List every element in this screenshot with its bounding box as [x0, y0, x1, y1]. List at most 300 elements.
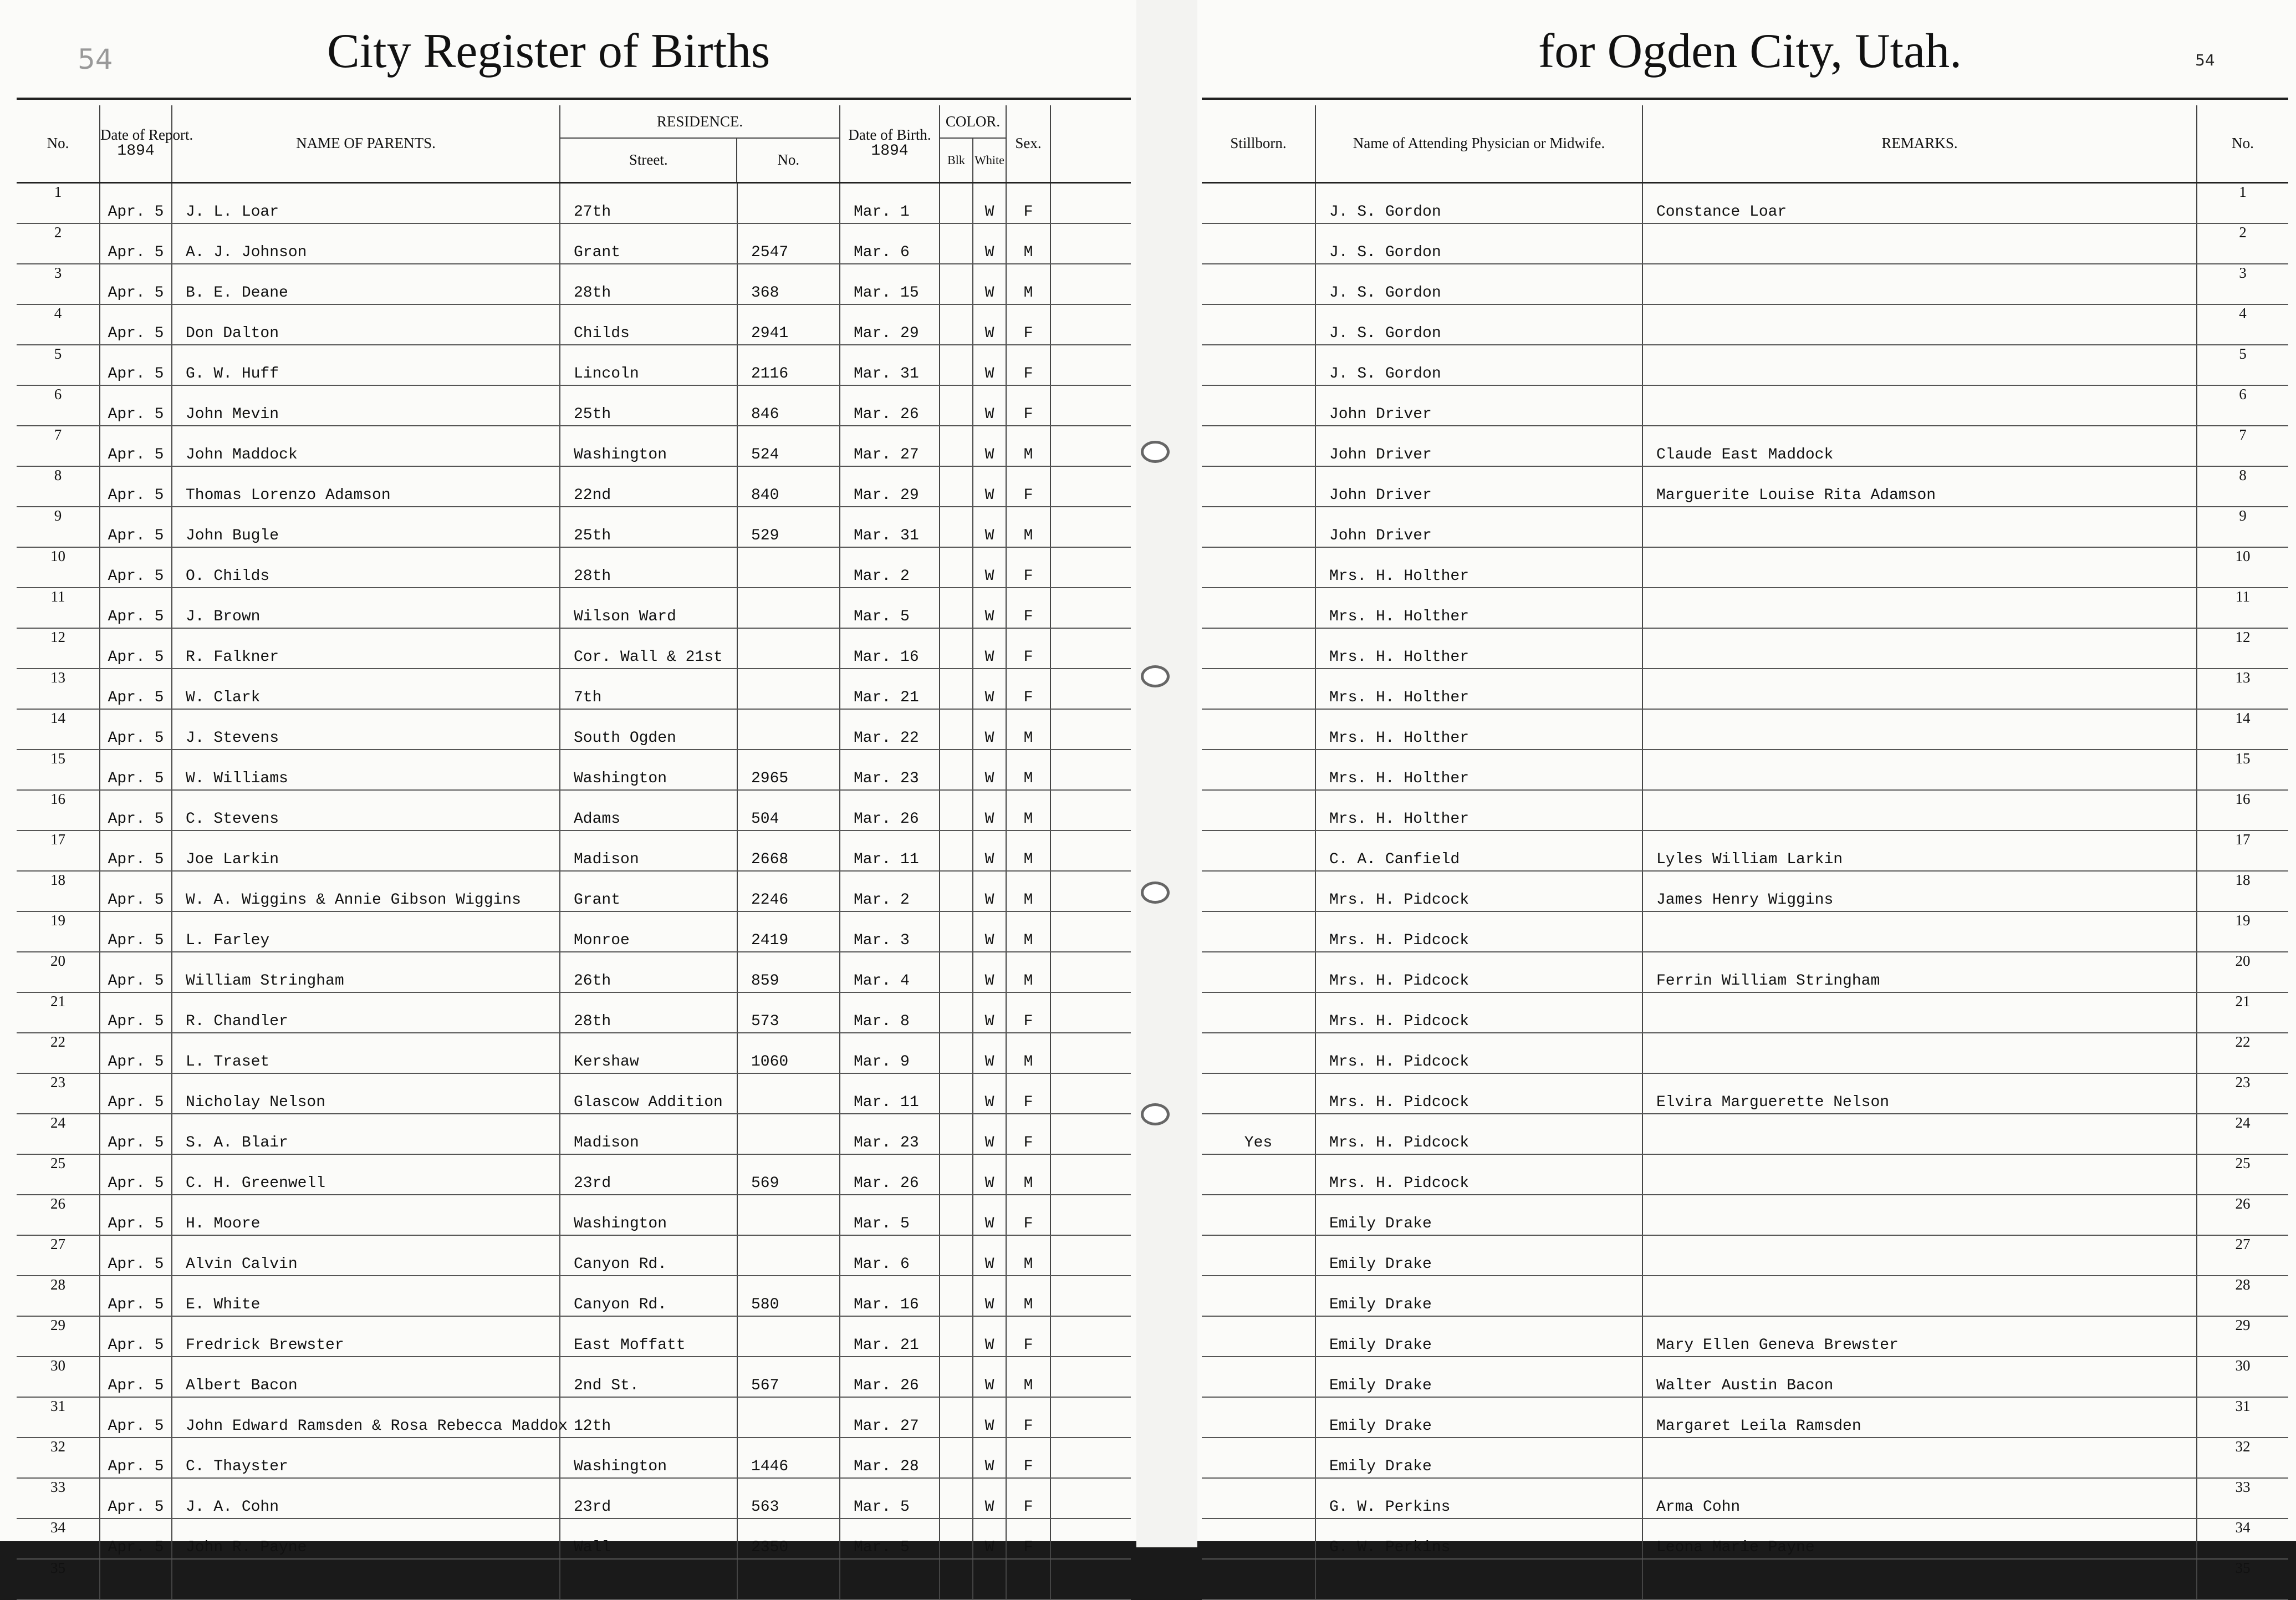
parents-name [172, 1559, 560, 1599]
color-blk [940, 1276, 973, 1316]
table-row [1202, 1114, 2288, 1154]
color-white: W [973, 830, 1006, 871]
birth-date: Mar. 28 [840, 1438, 940, 1478]
table-row [1202, 871, 2288, 911]
physician-name: Mrs. H. Holther [1315, 547, 1642, 588]
remarks [1642, 750, 2197, 790]
birth-date: Mar. 31 [840, 507, 940, 547]
table-row [1202, 1235, 2288, 1276]
house-number: 2116 [737, 345, 840, 385]
street: 27th [560, 183, 737, 224]
blank-cell [1050, 952, 1131, 992]
house-number: 529 [737, 507, 840, 547]
entry-number: 31 [17, 1397, 100, 1438]
report-date: Apr. 5 [100, 1073, 172, 1114]
physician-name: John Driver [1315, 385, 1642, 426]
report-date: Apr. 5 [100, 264, 172, 304]
table-row [1202, 952, 2288, 992]
color-white: W [973, 669, 1006, 709]
entry-number: 4 [17, 304, 100, 345]
entry-number: 1 [2197, 183, 2288, 224]
parents-name: C. Thayster [172, 1438, 560, 1478]
color-white: W [973, 1478, 1006, 1519]
table-row [1202, 1316, 2288, 1357]
birth-date: Mar. 6 [840, 223, 940, 264]
blank-cell [1050, 871, 1131, 911]
remarks [1642, 790, 2197, 830]
entry-number: 11 [2197, 588, 2288, 628]
blank-cell [1050, 588, 1131, 628]
table-row [17, 547, 1131, 588]
blank-cell [1050, 1397, 1131, 1438]
house-number [737, 1559, 840, 1599]
book-binding [1136, 0, 1197, 1547]
color-white: W [973, 1195, 1006, 1235]
entry-number: 34 [17, 1519, 100, 1559]
stillborn [1202, 1235, 1315, 1276]
entry-number: 26 [2197, 1195, 2288, 1235]
binder-hole [1141, 665, 1170, 687]
street: Washington [560, 1195, 737, 1235]
sex: M [1006, 911, 1050, 952]
births-table-right [1202, 105, 2288, 1600]
blank-cell [1050, 1559, 1131, 1599]
remarks [1642, 507, 2197, 547]
stillborn [1202, 385, 1315, 426]
parents-name: L. Farley [172, 911, 560, 952]
street: Washington [560, 1438, 737, 1478]
report-date: Apr. 5 [100, 871, 172, 911]
blank-cell [1050, 1235, 1131, 1276]
color-white: W [973, 1073, 1006, 1114]
house-number: 1060 [737, 1033, 840, 1073]
parents-name: John Maddock [172, 426, 560, 466]
color-white: W [973, 385, 1006, 426]
house-number [737, 1195, 840, 1235]
blank-cell [1050, 1276, 1131, 1316]
birth-date: Mar. 4 [840, 952, 940, 992]
parents-name: Nicholay Nelson [172, 1073, 560, 1114]
color-blk [940, 1195, 973, 1235]
color-white: W [973, 911, 1006, 952]
street: 2nd St. [560, 1357, 737, 1397]
remarks [1642, 1195, 2197, 1235]
blank-cell [1050, 547, 1131, 588]
color-blk [940, 871, 973, 911]
blank-cell [1050, 750, 1131, 790]
binder-hole [1141, 881, 1170, 904]
entry-number: 24 [2197, 1114, 2288, 1154]
report-date: Apr. 5 [100, 183, 172, 224]
street: 7th [560, 669, 737, 709]
parents-name: W. Williams [172, 750, 560, 790]
sex: F [1006, 669, 1050, 709]
street: 23rd [560, 1478, 737, 1519]
table-row [17, 1154, 1131, 1195]
blank-cell [1050, 830, 1131, 871]
street: 28th [560, 547, 737, 588]
table-row [17, 992, 1131, 1033]
sex: F [1006, 385, 1050, 426]
table-row [17, 1114, 1131, 1154]
parents-name: R. Chandler [172, 992, 560, 1033]
house-number [737, 1114, 840, 1154]
parents-name: L. Traset [172, 1033, 560, 1073]
report-date: Apr. 5 [100, 1154, 172, 1195]
entry-number: 33 [17, 1478, 100, 1519]
sex: M [1006, 507, 1050, 547]
table-row [17, 709, 1131, 750]
entry-number: 32 [17, 1438, 100, 1478]
table-row [1202, 750, 2288, 790]
col-date-birth: Date of Birth. 1894 [840, 105, 940, 183]
remarks: James Henry Wiggins [1642, 871, 2197, 911]
house-number [737, 709, 840, 750]
parents-name: Albert Bacon [172, 1357, 560, 1397]
physician-name: Mrs. H. Holther [1315, 750, 1642, 790]
entry-number: 7 [2197, 426, 2288, 466]
report-date: Apr. 5 [100, 1195, 172, 1235]
col-sex: Sex. [1006, 105, 1050, 183]
table-row [1202, 911, 2288, 952]
stillborn [1202, 911, 1315, 952]
stillborn [1202, 1519, 1315, 1559]
entry-number: 35 [17, 1559, 100, 1599]
sex: M [1006, 1276, 1050, 1316]
table-row [1202, 669, 2288, 709]
physician-name: John Driver [1315, 426, 1642, 466]
color-blk [940, 669, 973, 709]
entry-number: 17 [17, 830, 100, 871]
col-date-report: Date of Report. 1894 [100, 105, 172, 183]
report-date: Apr. 5 [100, 790, 172, 830]
house-number: 524 [737, 426, 840, 466]
color-blk [940, 385, 973, 426]
sex: F [1006, 183, 1050, 224]
table-row [17, 669, 1131, 709]
table-row [1202, 1276, 2288, 1316]
color-blk [940, 1033, 973, 1073]
birth-date: Mar. 23 [840, 1114, 940, 1154]
remarks: Margaret Leila Ramsden [1642, 1397, 2197, 1438]
entry-number: 20 [2197, 952, 2288, 992]
stillborn [1202, 709, 1315, 750]
color-blk [940, 345, 973, 385]
physician-name: G. W. Perkins [1315, 1478, 1642, 1519]
entry-number: 14 [2197, 709, 2288, 750]
parents-name: W. Clark [172, 669, 560, 709]
table-row [17, 1519, 1131, 1559]
remarks [1642, 1438, 2197, 1478]
parents-name: J. A. Cohn [172, 1478, 560, 1519]
birth-date: Mar. 16 [840, 628, 940, 669]
entry-number: 23 [2197, 1073, 2288, 1114]
sex: F [1006, 1114, 1050, 1154]
table-row [1202, 709, 2288, 750]
color-white: W [973, 1357, 1006, 1397]
stillborn [1202, 1478, 1315, 1519]
entry-number: 33 [2197, 1478, 2288, 1519]
birth-date: Mar. 27 [840, 426, 940, 466]
color-blk [940, 1559, 973, 1599]
birth-date: Mar. 22 [840, 709, 940, 750]
birth-date: Mar. 29 [840, 466, 940, 507]
births-table-left [17, 105, 1131, 1600]
street: Grant [560, 223, 737, 264]
sex: M [1006, 790, 1050, 830]
report-date: Apr. 5 [100, 223, 172, 264]
left-page [0, 0, 1136, 1576]
color-blk [940, 830, 973, 871]
street: Madison [560, 830, 737, 871]
sex: F [1006, 628, 1050, 669]
entry-number: 35 [2197, 1559, 2288, 1599]
stillborn [1202, 992, 1315, 1033]
table-row [17, 1357, 1131, 1397]
entry-number: 15 [17, 750, 100, 790]
house-number [737, 1073, 840, 1114]
physician-name: Emily Drake [1315, 1357, 1642, 1397]
remarks: Walter Austin Bacon [1642, 1357, 2197, 1397]
street: 26th [560, 952, 737, 992]
entry-number: 3 [2197, 264, 2288, 304]
col-remarks: REMARKS. [1642, 105, 2197, 183]
report-date: Apr. 5 [100, 588, 172, 628]
color-white: W [973, 1114, 1006, 1154]
report-date [100, 1559, 172, 1599]
color-white: W [973, 223, 1006, 264]
blank-cell [1050, 628, 1131, 669]
birth-date: Mar. 3 [840, 911, 940, 952]
street: East Moffatt [560, 1316, 737, 1357]
house-number [737, 1316, 840, 1357]
col-res-no: No. [777, 151, 800, 169]
report-date: Apr. 5 [100, 1397, 172, 1438]
house-number: 569 [737, 1154, 840, 1195]
table-row [1202, 1154, 2288, 1195]
entry-number: 25 [17, 1154, 100, 1195]
blank-cell [1050, 385, 1131, 426]
table-row [1202, 588, 2288, 628]
street: 22nd [560, 466, 737, 507]
physician-name: Mrs. H. Holther [1315, 709, 1642, 750]
entry-number: 3 [17, 264, 100, 304]
color-blk [940, 992, 973, 1033]
table-row [17, 1438, 1131, 1478]
report-date: Apr. 5 [100, 507, 172, 547]
stillborn [1202, 507, 1315, 547]
birth-date: Mar. 21 [840, 669, 940, 709]
table-row [17, 911, 1131, 952]
remarks [1642, 1154, 2197, 1195]
birth-date: Mar. 11 [840, 1073, 940, 1114]
table-row [17, 1235, 1131, 1276]
sex: F [1006, 1195, 1050, 1235]
parents-name: John Bugle [172, 507, 560, 547]
col-blk: Blk [940, 139, 973, 182]
right-page [1197, 0, 2296, 1576]
parents-name: B. E. Deane [172, 264, 560, 304]
sex: F [1006, 1438, 1050, 1478]
entry-number: 9 [2197, 507, 2288, 547]
report-date: Apr. 5 [100, 992, 172, 1033]
blank-cell [1050, 345, 1131, 385]
birth-date: Mar. 26 [840, 790, 940, 830]
color-blk [940, 709, 973, 750]
color-blk [940, 1357, 973, 1397]
table-row [17, 952, 1131, 992]
table-row [17, 830, 1131, 871]
house-number: 567 [737, 1357, 840, 1397]
left-page-title: City Register of Births [327, 24, 771, 78]
blank-cell [1050, 1195, 1131, 1235]
birth-date: Mar. 5 [840, 1519, 940, 1559]
entry-number: 10 [2197, 547, 2288, 588]
stillborn [1202, 1438, 1315, 1478]
stillborn [1202, 669, 1315, 709]
color-white: W [973, 750, 1006, 790]
street: 28th [560, 992, 737, 1033]
stillborn [1202, 183, 1315, 224]
physician-name: Emily Drake [1315, 1195, 1642, 1235]
remarks [1642, 669, 2197, 709]
birth-date: Mar. 23 [840, 750, 940, 790]
birth-date: Mar. 6 [840, 1235, 940, 1276]
house-number [737, 183, 840, 224]
remarks: Claude East Maddock [1642, 426, 2197, 466]
table-row [1202, 1033, 2288, 1073]
color-blk [940, 1114, 973, 1154]
table-row [17, 750, 1131, 790]
birth-date: Mar. 26 [840, 1357, 940, 1397]
remarks [1642, 345, 2197, 385]
entry-number: 2 [2197, 223, 2288, 264]
parents-name: H. Moore [172, 1195, 560, 1235]
street: Cor. Wall & 21st [560, 628, 737, 669]
color-blk [940, 588, 973, 628]
table-row [1202, 466, 2288, 507]
house-number: 2941 [737, 304, 840, 345]
table-row [1202, 264, 2288, 304]
parents-name: G. W. Huff [172, 345, 560, 385]
blank-cell [1050, 1033, 1131, 1073]
parents-name: Fredrick Brewster [172, 1316, 560, 1357]
color-white: W [973, 1397, 1006, 1438]
street: Washington [560, 750, 737, 790]
col-street: Street. [560, 139, 737, 182]
report-date: Apr. 5 [100, 547, 172, 588]
remarks: Elvira Marguerette Nelson [1642, 1073, 2197, 1114]
house-number: 368 [737, 264, 840, 304]
table-row [17, 871, 1131, 911]
col-physician: Name of Attending Physician or Midwife. [1315, 105, 1642, 183]
sex [1006, 1559, 1050, 1599]
entry-number: 30 [17, 1357, 100, 1397]
remarks [1642, 628, 2197, 669]
parents-name: John Mevin [172, 385, 560, 426]
report-date: Apr. 5 [100, 709, 172, 750]
entry-number: 6 [2197, 385, 2288, 426]
table-row [1202, 507, 2288, 547]
right-page-title: for Ogden City, Utah. [1538, 24, 1962, 78]
table-row [1202, 830, 2288, 871]
sex: M [1006, 426, 1050, 466]
sex: M [1006, 709, 1050, 750]
entry-number: 28 [2197, 1276, 2288, 1316]
physician-name: Mrs. H. Pidcock [1315, 992, 1642, 1033]
entry-number: 25 [2197, 1154, 2288, 1195]
sex: F [1006, 1073, 1050, 1114]
street: 25th [560, 385, 737, 426]
sex: F [1006, 1316, 1050, 1357]
birth-date: Mar. 29 [840, 304, 940, 345]
color-white: W [973, 1438, 1006, 1478]
report-date: Apr. 5 [100, 1478, 172, 1519]
physician-name: Emily Drake [1315, 1235, 1642, 1276]
birth-date: Mar. 5 [840, 1478, 940, 1519]
color-blk [940, 1438, 973, 1478]
stillborn [1202, 1033, 1315, 1073]
table-row [17, 1478, 1131, 1519]
table-row [1202, 547, 2288, 588]
color-blk [940, 223, 973, 264]
table-row [17, 1276, 1131, 1316]
house-number [737, 669, 840, 709]
table-row [17, 223, 1131, 264]
physician-name: Emily Drake [1315, 1316, 1642, 1357]
physician-name: J. S. Gordon [1315, 304, 1642, 345]
entry-number: 12 [17, 628, 100, 669]
color-blk [940, 952, 973, 992]
parents-name: A. J. Johnson [172, 223, 560, 264]
street: Madison [560, 1114, 737, 1154]
parents-name: Thomas Lorenzo Adamson [172, 466, 560, 507]
physician-name: Emily Drake [1315, 1397, 1642, 1438]
table-row [1202, 992, 2288, 1033]
report-date: Apr. 5 [100, 1114, 172, 1154]
sex: M [1006, 1235, 1050, 1276]
entry-number: 17 [2197, 830, 2288, 871]
report-date: Apr. 5 [100, 669, 172, 709]
entry-number: 1 [17, 183, 100, 224]
color-blk [940, 507, 973, 547]
table-row [17, 385, 1131, 426]
color-white: W [973, 426, 1006, 466]
house-number [737, 1397, 840, 1438]
col-stillborn: Stillborn. [1202, 105, 1315, 183]
entry-number: 6 [17, 385, 100, 426]
sex: F [1006, 466, 1050, 507]
street: Wall [560, 1519, 737, 1559]
report-date: Apr. 5 [100, 304, 172, 345]
parents-name: John R. Payne [172, 1519, 560, 1559]
street [560, 1559, 737, 1599]
parents-name: J. L. Loar [172, 183, 560, 224]
blank-cell [1050, 1073, 1131, 1114]
sex: M [1006, 1357, 1050, 1397]
sex: F [1006, 1397, 1050, 1438]
report-date: Apr. 5 [100, 1316, 172, 1357]
entry-number: 18 [2197, 871, 2288, 911]
table-row [17, 183, 1131, 224]
house-number: 846 [737, 385, 840, 426]
house-number: 573 [737, 992, 840, 1033]
remarks [1642, 264, 2197, 304]
house-number: 563 [737, 1478, 840, 1519]
remarks [1642, 992, 2197, 1033]
entry-number: 29 [2197, 1316, 2288, 1357]
remarks [1642, 304, 2197, 345]
